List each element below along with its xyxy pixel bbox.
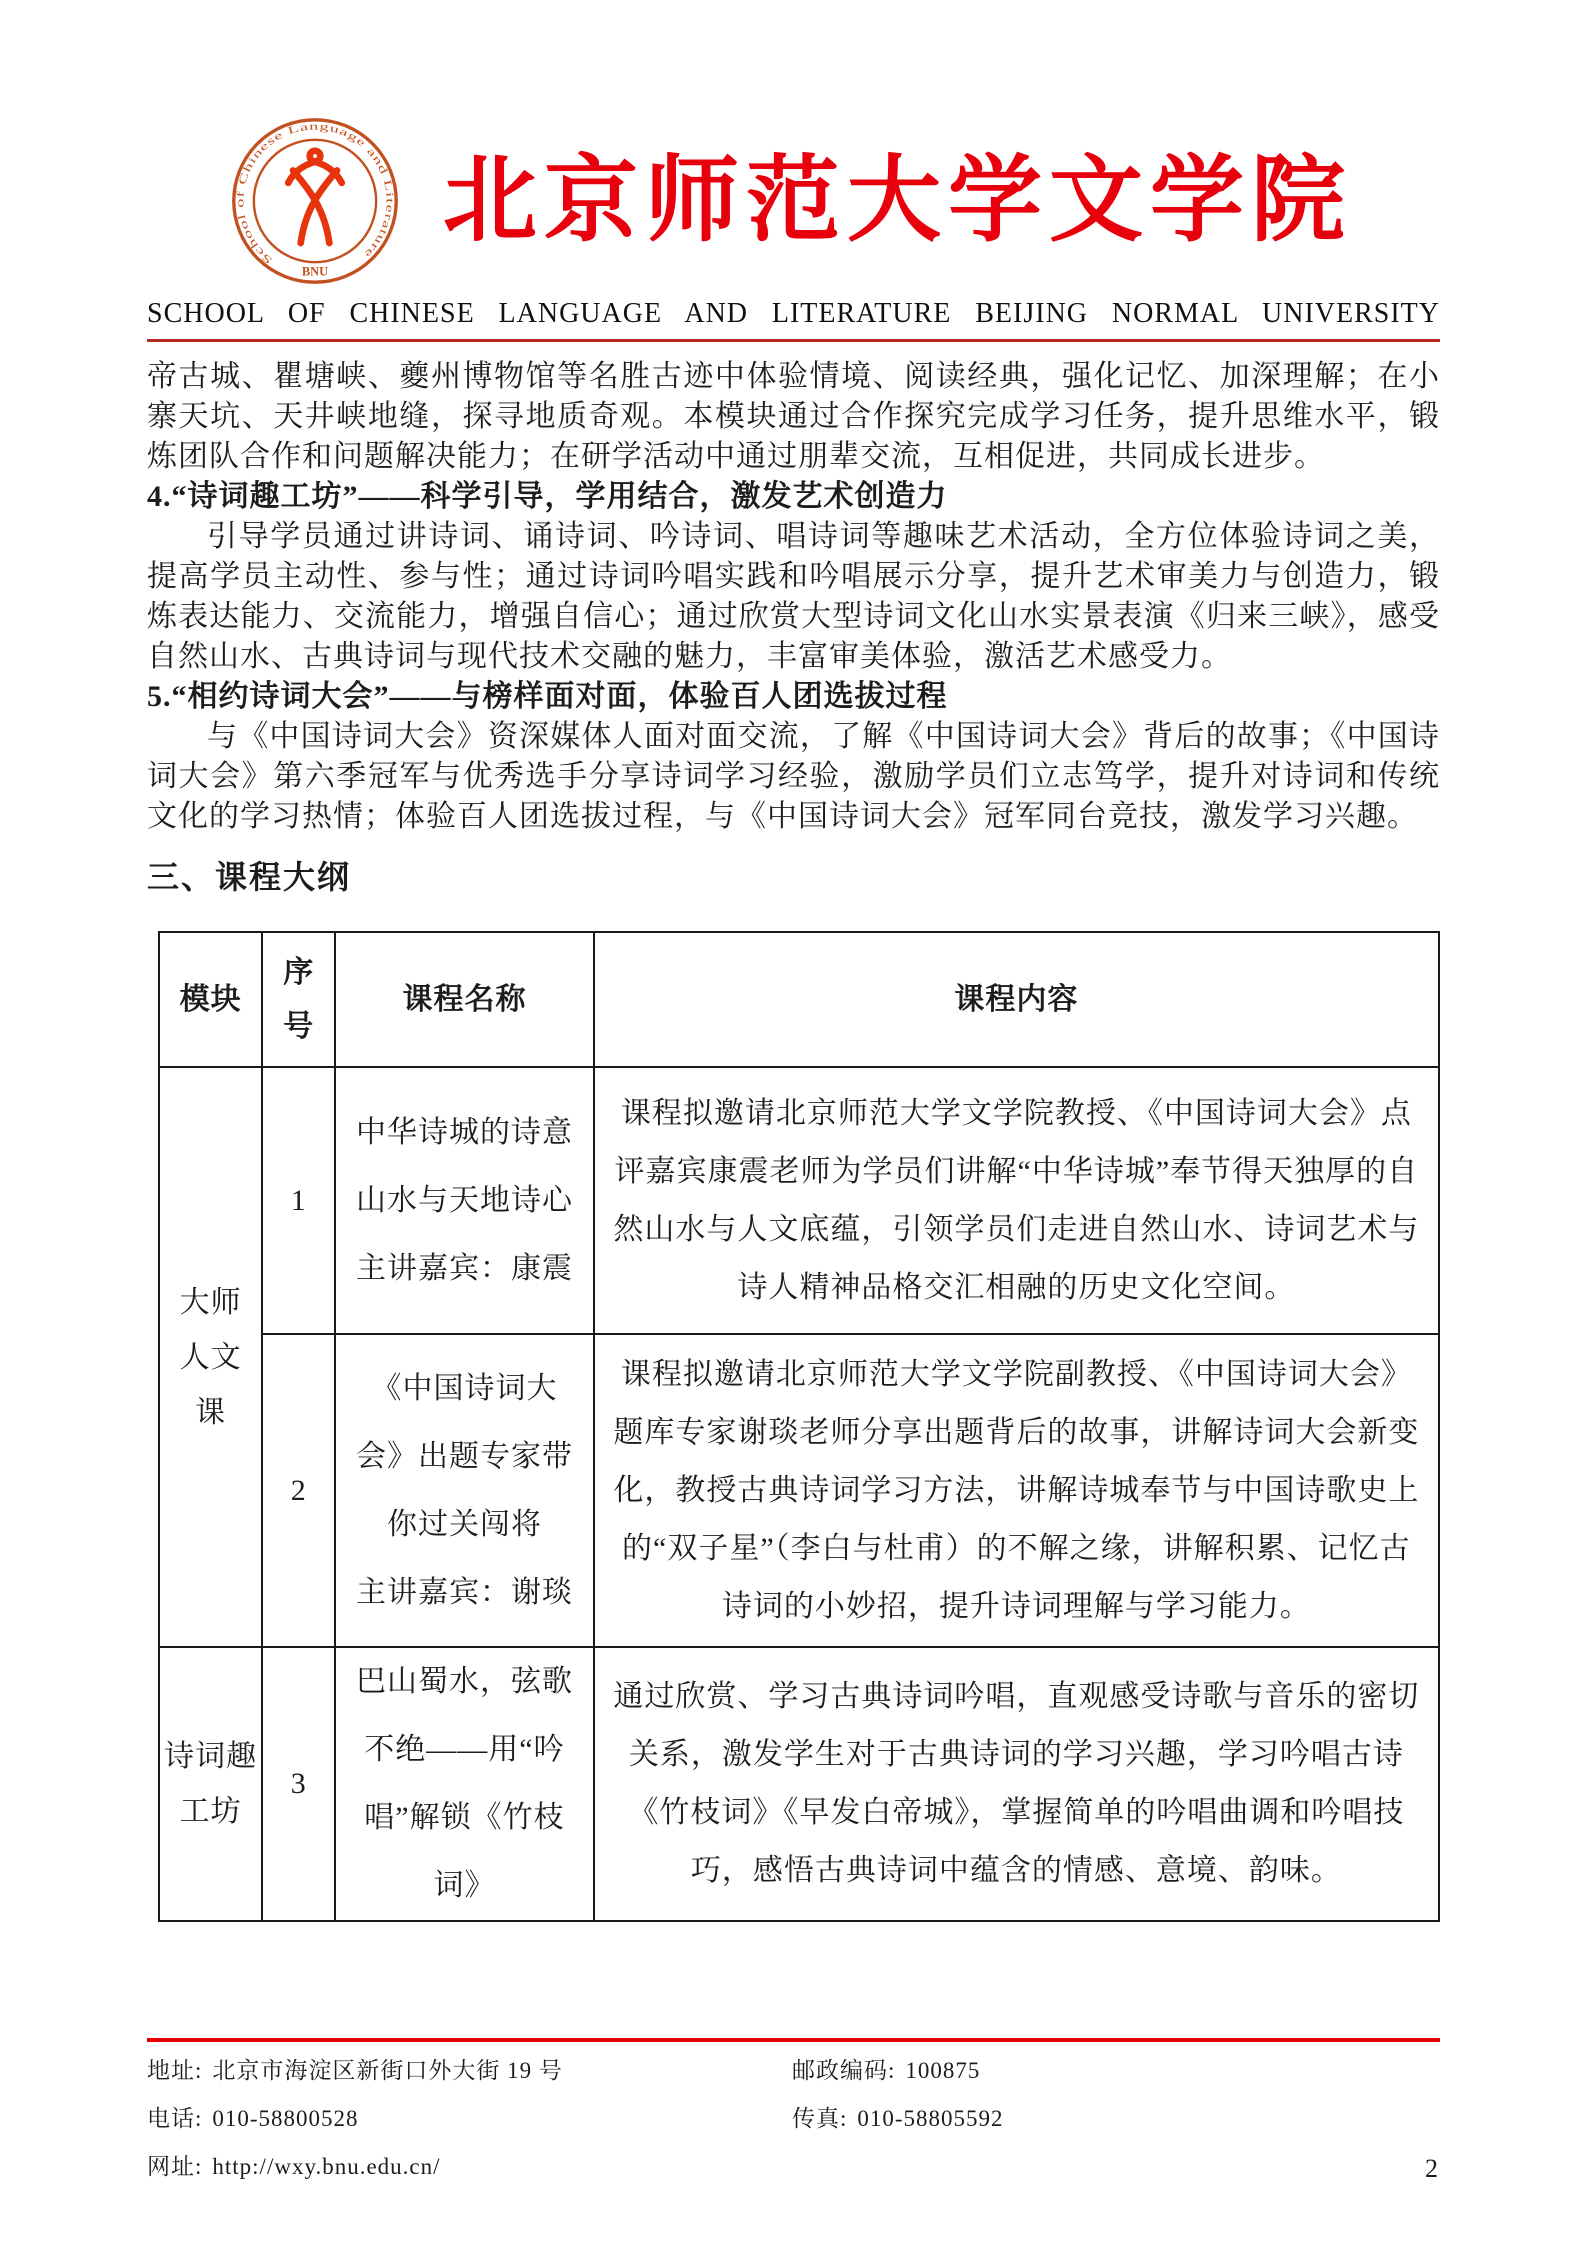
footer-label: 邮政编码: xyxy=(792,2058,896,2083)
course-table xyxy=(158,931,1440,1922)
footer-value: 北京市海淀区新街口外大街 19 号 xyxy=(212,2058,563,2083)
table-header-course-name: 课程名称 xyxy=(335,932,593,1067)
logo-figure-icon xyxy=(288,151,342,243)
footer-rule xyxy=(147,2038,1440,2042)
section-heading-4: 4.“诗词趣工坊”——科学引导，学用结合，激发艺术创造力 xyxy=(147,480,948,513)
school-logo-icon xyxy=(229,113,401,289)
module-cell-text: 诗词趣工坊 xyxy=(164,1740,258,1828)
logo-ring-text: School of Chinese Language and Literature xyxy=(235,121,395,266)
table-header-module: 模块 xyxy=(159,932,262,1067)
course-content-cell: 通过欣赏、学习古典诗词吟唱，直观感受诗歌与音乐的密切关系，激发学生对于古典诗词的学习兴趣，学习吟唱古诗《竹枝词》《早发白帝城》，掌握简单的吟唱曲调和吟唱技巧，感悟古典诗词中蕴含的情感、意境、韵味。 xyxy=(594,1647,1439,1921)
course-guest: 主讲嘉宾：谢琰 xyxy=(355,1575,573,1609)
logo-bnu-text: BNU xyxy=(301,264,329,279)
header xyxy=(147,112,1440,290)
course-guest: 主讲嘉宾：康震 xyxy=(355,1251,573,1285)
header-rule xyxy=(147,339,1440,342)
course-name-cell xyxy=(335,1067,593,1334)
body-paragraph-5: 与《中国诗词大会》资深媒体人面对面交流，了解《中国诗词大会》背后的故事；《中国诗词大会》第六季冠军与优秀选手分享诗词学习经验，激励学员们立志笃学，提升对诗词和传统文化的学习热情；体验百人团选拔过程，与《中国诗词大会》冠军同台竞技，激发学习兴趣。 xyxy=(147,720,1440,833)
footer-item-address xyxy=(147,2055,792,2086)
footer-value: 100875 xyxy=(905,2058,981,2083)
footer-value: 010-58800528 xyxy=(212,2106,359,2131)
footer-label: 传真: xyxy=(792,2106,848,2131)
footer-item-website xyxy=(147,2151,792,2182)
course-content-cell: 课程拟邀请北京师范大学文学院教授、《中国诗词大会》点评嘉宾康震老师为学员们讲解“中华诗城”奉节得天独厚的自然山水与人文底蕴，引领学员们走进自然山水、诗词艺术与诗人精神品格交汇相融的历史文化空间。 xyxy=(594,1067,1439,1334)
seq-cell: 3 xyxy=(262,1647,335,1921)
footer xyxy=(147,2038,1440,2182)
body-paragraph-4: 引导学员通过讲诗词、诵诗词、吟诗词、唱诗词等趣味艺术活动，全方位体验诗词之美，提高学员主动性、参与性；通过诗词吟唱实践和吟唱展示分享，提升艺术审美力与创造力，锻炼表达能力、交流能力，增强自信心；通过欣赏大型诗词文化山水实景表演《归来三峡》，感受自然山水、古典诗词与现代技术交融的魅力，丰富审美体验，激活艺术感受力。 xyxy=(147,520,1440,673)
course-title: 中华诗城的诗意山水与天地诗心 xyxy=(355,1115,573,1217)
course-content-cell: 课程拟邀请北京师范大学文学院副教授、《中国诗词大会》题库专家谢琰老师分享出题背后的故事，讲解诗词大会新变化，教授古典诗词学习方法，讲解诗城奉节与中国诗歌史上的“双子星”（李白与杜甫）的不解之缘，讲解积累、记忆古诗词的小妙招，提升诗词理解与学习能力。 xyxy=(594,1334,1439,1647)
footer-label: 地址: xyxy=(147,2058,203,2083)
table-header-no-text: 序号 xyxy=(283,955,315,1043)
course-title: 《中国诗词大会》出题专家带你过关闯将 xyxy=(355,1371,573,1541)
page-subtitle: SCHOOL OF CHINESE LANGUAGE AND LITERATURE BEIJING NORMAL UNIVERSITY xyxy=(147,298,1440,329)
course-title: 巴山蜀水，弦歌不绝——用“吟唱”解锁《竹枝词》 xyxy=(355,1665,573,1902)
table-header-course-content: 课程内容 xyxy=(594,932,1439,1067)
footer-value: http://wxy.bnu.edu.cn/ xyxy=(212,2154,441,2179)
body-paragraph-continued: 帝古城、瞿塘峡、夔州博物馆等名胜古迹中体验情境、阅读经典，强化记忆、加深理解；在小寨天坑、天井峡地缝，探寻地质奇观。本模块通过合作探究完成学习任务，提升思维水平，锻炼团队合作和问题解决能力；在研学活动中通过朋辈交流，互相促进，共同成长进步。 xyxy=(147,360,1440,473)
course-name-cell xyxy=(335,1647,593,1921)
seq-cell: 1 xyxy=(262,1067,335,1334)
table-row xyxy=(159,1334,1439,1647)
footer-label: 电话: xyxy=(147,2106,203,2131)
course-name-cell xyxy=(335,1334,593,1647)
table-header-no xyxy=(262,932,335,1067)
footer-value: 010-58805592 xyxy=(857,2106,1004,2131)
footer-contact-grid xyxy=(147,2055,1440,2182)
module-cell-text: 大师人文课 xyxy=(179,1285,242,1429)
footer-item-fax xyxy=(792,2103,1440,2134)
section-heading-5: 5.“相约诗词大会”——与榜样面对面，体验百人团选拔过程 xyxy=(147,680,948,713)
footer-label: 网址: xyxy=(147,2154,203,2179)
footer-item-postcode xyxy=(792,2055,1440,2086)
module-cell-poetry-workshop xyxy=(159,1647,262,1921)
module-cell-master-class xyxy=(159,1067,262,1647)
table-row xyxy=(159,1067,1439,1334)
table-row xyxy=(159,1647,1439,1921)
outline-title: 三、课程大纲 xyxy=(147,859,352,895)
table-header-row xyxy=(159,932,1439,1067)
page-number: 2 xyxy=(1425,2154,1438,2183)
footer-item-phone xyxy=(147,2103,792,2134)
page-title: 北京师范大学文学院 xyxy=(443,149,1353,253)
seq-cell: 2 xyxy=(262,1334,335,1647)
body-text xyxy=(147,357,1440,837)
